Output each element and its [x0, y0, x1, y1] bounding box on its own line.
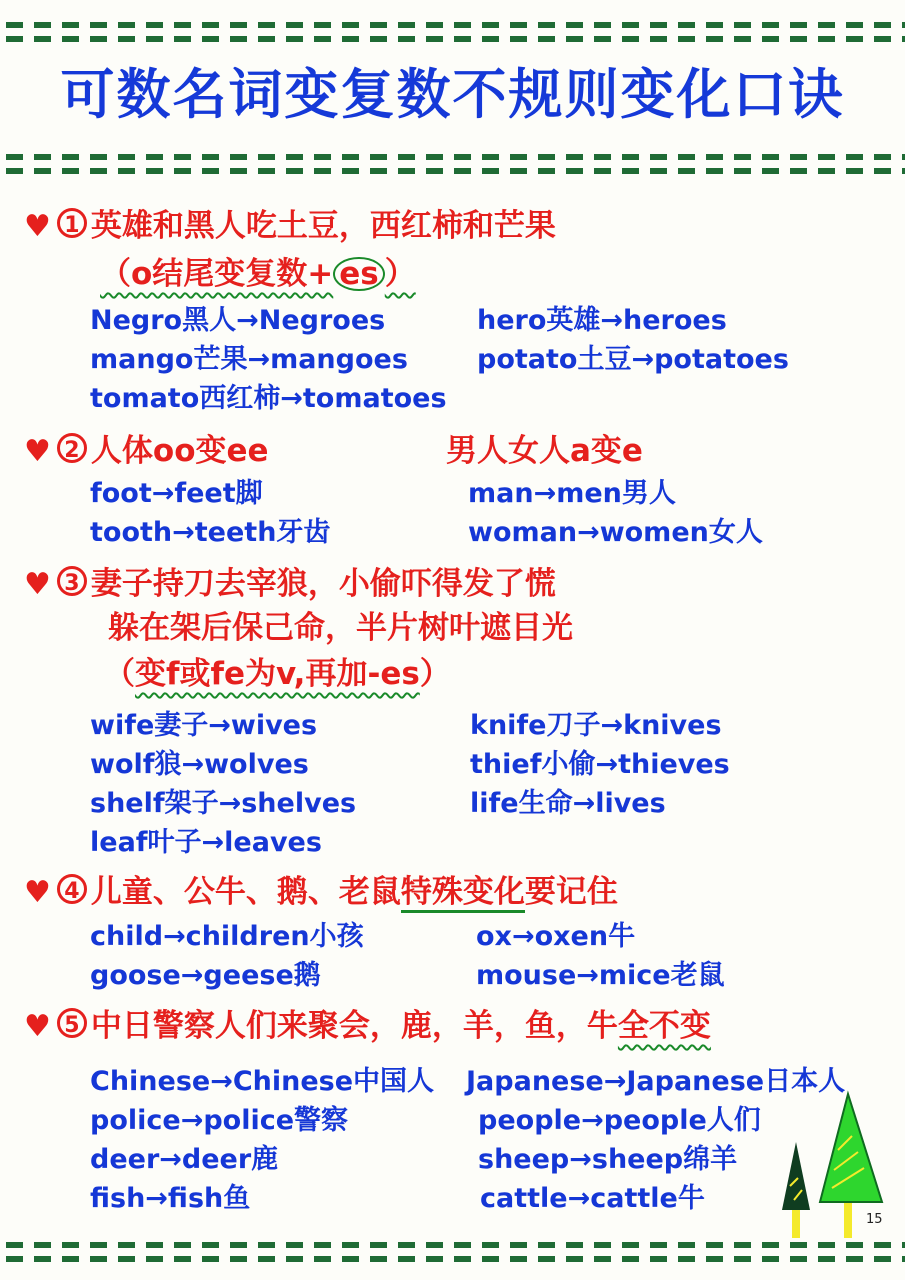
title-divider-2 [0, 166, 905, 176]
example-word: fish→fish鱼 [90, 1183, 251, 1214]
rule-highlight: 特殊变化 [401, 874, 525, 913]
rule-2 [24, 425, 269, 470]
example-word: deer→deer鹿 [90, 1144, 279, 1175]
rule-5 [24, 1000, 711, 1045]
example-word: leaf叶子→leaves [90, 827, 322, 858]
rule-2-right: 男人女人a变e [446, 433, 643, 469]
rule-text: 中日警察人们来聚会，鹿，羊，鱼，牛 [90, 1008, 618, 1044]
number-badge: 5 [57, 1008, 87, 1038]
number-badge: 2 [57, 433, 87, 463]
es-suffix: es [333, 257, 384, 291]
example-word: hero英雄→heroes [477, 305, 727, 336]
page-number: 15 [866, 1212, 883, 1227]
example-word: sheep→sheep绵羊 [478, 1144, 738, 1175]
heart-icon: ♥ [24, 875, 51, 910]
note-text: （o结尾变复数+ [100, 256, 334, 292]
heart-icon: ♥ [24, 1009, 51, 1044]
example-word: goose→geese鹅 [90, 960, 321, 991]
heart-icon: ♥ [24, 434, 51, 469]
rule-4 [24, 866, 618, 911]
example-word: man→men男人 [468, 478, 676, 509]
example-word: wife妻子→wives [90, 710, 318, 741]
rule-text: 英雄和黑人吃土豆，西红柿和芒果 [90, 208, 556, 244]
title-divider [0, 152, 905, 162]
rule-highlight: 全不变 [617, 1008, 711, 1044]
example-word: potato土豆→potatoes [477, 344, 789, 375]
note-close: ） [384, 256, 416, 292]
example-word: knife刀子→knives [470, 710, 722, 741]
rule-text: 人体oo变ee [90, 433, 269, 469]
note-open: （ [104, 656, 135, 692]
rule-1-note [100, 248, 416, 293]
rule-3 [24, 558, 556, 603]
top-divider-2 [0, 34, 905, 44]
rule-1 [24, 200, 556, 245]
note-close: ） [419, 656, 451, 692]
example-word: tomato西红柿→tomatoes [90, 383, 447, 414]
number-badge: 1 [57, 208, 87, 238]
page-title: 可数名词变复数不规则变化口诀 [60, 63, 845, 126]
example-word: Negro黑人→Negroes [90, 305, 386, 336]
example-word: child→children小孩 [90, 921, 364, 952]
example-word: mouse→mice老鼠 [476, 960, 725, 991]
rule-3-line2: 躲在架后保己命，半片树叶遮目光 [108, 610, 573, 646]
example-word: thief小偷→thieves [470, 749, 730, 780]
rule-text: 儿童、公牛、鹅、老鼠 [90, 874, 401, 910]
example-word: wolf狼→wolves [90, 749, 309, 780]
note-text: 变f或fe为v,再加-es [135, 656, 420, 692]
example-word: foot→feet脚 [90, 478, 263, 509]
rule-3-note [104, 648, 451, 693]
example-word: shelf架子→shelves [90, 788, 357, 819]
bottom-divider [0, 1240, 905, 1250]
example-word: Japanese→Japanese日本人 [466, 1066, 846, 1097]
example-word: people→people人们 [478, 1105, 761, 1136]
number-badge: 3 [57, 566, 87, 596]
number-badge: 4 [57, 874, 87, 904]
example-word: ox→oxen牛 [476, 921, 636, 952]
top-divider [0, 20, 905, 30]
heart-icon: ♥ [24, 567, 51, 602]
rule-text-end: 要记住 [524, 874, 618, 910]
heart-icon: ♥ [24, 209, 51, 244]
example-word: cattle→cattle牛 [480, 1183, 705, 1214]
example-word: mango芒果→mangoes [90, 344, 408, 375]
example-word: woman→women女人 [468, 517, 763, 548]
bottom-divider-2 [0, 1254, 905, 1264]
example-word: Chinese→Chinese中国人 [90, 1066, 435, 1097]
example-word: police→police警察 [90, 1105, 349, 1136]
example-word: life生命→lives [470, 788, 666, 819]
example-word: tooth→teeth牙齿 [90, 517, 331, 548]
rule-text: 妻子持刀去宰狼，小偷吓得发了慌 [90, 566, 556, 602]
